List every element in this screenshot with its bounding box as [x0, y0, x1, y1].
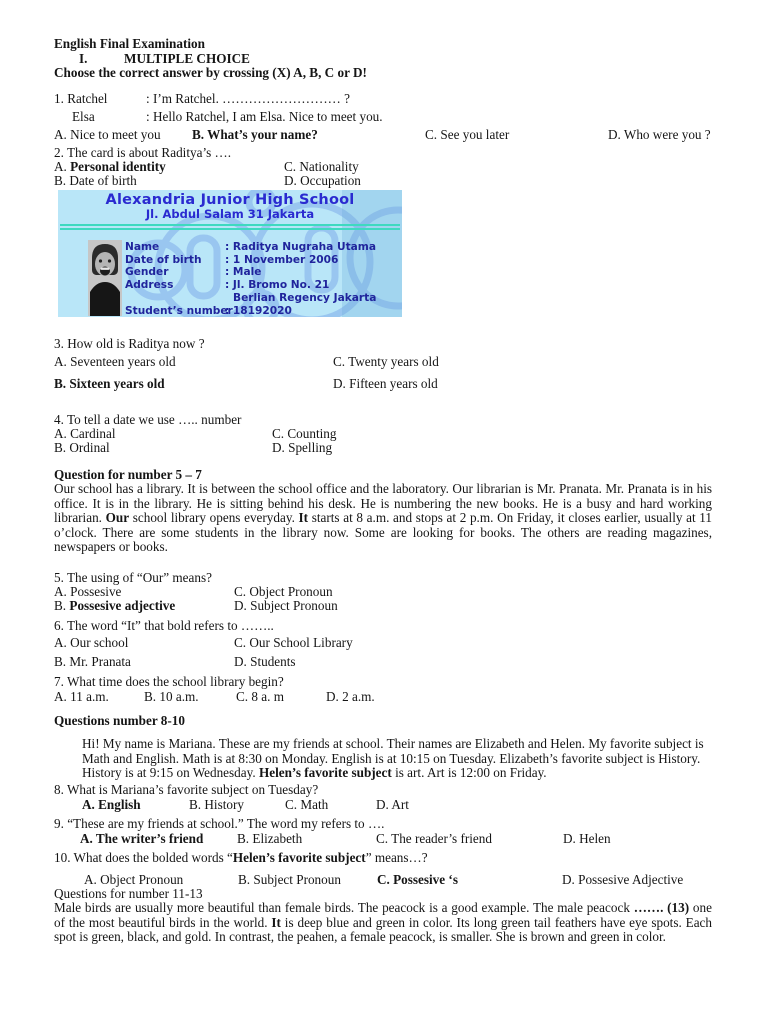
passage-5-7-text: Our school has a library. It is between the school office and the laboratory. Our librarian is Mr. Pranata. Mr. Pranata is in his office. It is in the library. He is sitting behind his desk. He is numbering the new books. He is a busy and hard working librarian. Our school library opens everyday. It starts at 8 a.m. and stops at 2 p.m. On Friday, it closes earlier, usually at 11 o’clock. There are some students in the library now. Some are looking for books. The others are reading magazines, newspapers or books. [54, 481, 713, 555]
field-label: Gender [125, 266, 169, 279]
question-9 [54, 817, 712, 846]
passage-8-10-heading: Questions number 8-10 [54, 712, 185, 728]
option-d: D. Students [234, 653, 296, 669]
option-a: A. Possesive [54, 583, 122, 599]
question-7 [54, 675, 712, 704]
option-d: D. Possesive Adjective [562, 871, 684, 887]
student-photo [88, 240, 122, 316]
question-text: 3. How old is Raditya now ? [54, 336, 205, 351]
dialog-speaker: 1. Ratchel [54, 91, 108, 106]
card-rule [60, 224, 400, 226]
option-b: B. Elizabeth [237, 830, 303, 846]
option-c: C. Twenty years old [333, 354, 439, 369]
instruction-text: Choose the correct answer by crossing (X) A, B, C or D! [54, 65, 367, 80]
option-c: C. Possesive ‘s [377, 871, 458, 887]
card-header [58, 192, 402, 230]
option-d: D. Occupation [284, 173, 361, 188]
option-c: C. Nationality [284, 159, 359, 174]
option-d: D. Who were you ? [608, 127, 711, 142]
field-value: Berlian Regency Jakarta [233, 291, 377, 304]
field-label: Name [125, 241, 160, 253]
question-text: 7. What time does the school library begin? [54, 673, 284, 689]
dialog-row [54, 90, 712, 108]
question-7-options [54, 689, 712, 704]
option-b: B. What’s your name? [192, 127, 318, 142]
section-name: MULTIPLE CHOICE [124, 51, 250, 66]
option-d: D. Fifteen years old [333, 376, 438, 391]
option-d: D. Subject Pronoun [234, 597, 338, 613]
question-1 [54, 90, 712, 144]
section-heading [54, 51, 712, 66]
option-a: A. Nice to meet you [54, 127, 161, 142]
question-5-options [54, 585, 712, 613]
option-c: C. Counting [272, 426, 337, 441]
option-b: B. History [189, 796, 244, 812]
card-field-row [125, 254, 376, 267]
option-b: B. Ordinal [54, 440, 110, 456]
option-b: B. 10 a.m. [144, 688, 199, 704]
school-address: Jl. Abdul Salam 31 Jakarta [145, 207, 315, 221]
passage-11-13-heading: Questions for number 11-13 [54, 885, 203, 901]
page-title: English Final Examination [54, 36, 205, 51]
option-c: C. 8 a. m [236, 688, 284, 704]
passage-11-13-text: Male birds are usually more beautiful than female birds. The peacock is a good example. The male peacock ……. (13) one of the most beautiful birds in the world. It is deep blue and green in color. Its long green tail feathers have eye spots. Each spot is green, black, and gold. In contrast, the peahen, a female peacock, is smaller. She is brown and green in color. [54, 900, 712, 945]
option-a: A. English [82, 796, 141, 812]
card-body [88, 240, 376, 317]
field-label: Student’s number [125, 304, 233, 317]
card-field-row [125, 279, 376, 292]
field-value: : Raditya Nugraha Utama [225, 241, 376, 253]
option-c: C. The reader’s friend [376, 830, 492, 846]
dialog-row [54, 108, 712, 126]
option-a: A. Our school [54, 634, 129, 650]
option-a: A. Seventeen years old [54, 354, 176, 369]
option-b: B. Sixteen years old [54, 376, 165, 391]
question-text: 2. The card is about Raditya’s …. [54, 145, 232, 160]
card-fields [125, 241, 376, 317]
card-field-row [125, 292, 376, 305]
card-rule [60, 228, 400, 230]
option-d: D. Helen [563, 830, 611, 846]
field-value: : Jl. Bromo No. 21 [225, 279, 330, 292]
question-6 [54, 619, 712, 671]
field-value: : 1 November 2006 [225, 253, 339, 266]
dialog-speaker: Elsa [72, 109, 95, 124]
question-6-options [54, 633, 712, 671]
option-b: B. Possesive adjective [54, 597, 176, 613]
option-c: C. See you later [425, 127, 510, 142]
question-text: 6. The word “It” that bold refers to …….. [54, 617, 274, 633]
card-field-row [125, 305, 376, 317]
option-a: A. Personal identity [54, 159, 166, 174]
question-10 [54, 851, 712, 887]
student-id-card [58, 190, 402, 317]
field-value: : 18192020 [225, 304, 292, 317]
passage-8-10-text: Hi! My name is Mariana. These are my friends at school. Their names are Elizabeth and Helen. My favorite subject is Math and English. Math is at 8:30 on Monday. English is at 10:15 on Tuesday. Elizabeth’s favorite subject is History. History is at 9:15 on Wednesday. Helen’s favorite subject is art. Art is 12:00 on Friday. [82, 736, 704, 781]
option-a: A. Cardinal [54, 426, 116, 441]
card-field-row [125, 266, 376, 279]
option-a: A. 11 a.m. [54, 688, 109, 704]
question-text: 9. “These are my friends at school.” The word my refers to …. [54, 815, 385, 831]
option-d: D. 2 a.m. [326, 688, 375, 704]
school-name: Alexandria Junior High School [105, 192, 355, 208]
option-c: C. Math [285, 796, 329, 812]
option-c: C. Object Pronoun [234, 583, 333, 599]
question-4 [54, 413, 712, 456]
option-d: D. Spelling [272, 440, 333, 456]
question-2-options [54, 160, 712, 188]
question-8-options [82, 797, 712, 812]
field-label: Address [125, 279, 174, 292]
dialog-text: : Hello Ratchel, I am Elsa. Nice to meet you. [146, 109, 383, 124]
question-2 [54, 146, 712, 188]
passage-5-7-heading: Question for number 5 – 7 [54, 466, 202, 482]
question-4-options [54, 427, 712, 456]
question-10-options [84, 872, 712, 887]
field-value: : Male [225, 266, 262, 279]
question-text: 10. What does the bolded words “Helen’s favorite subject” means…? [54, 849, 428, 865]
field-label: Date of birth [125, 253, 202, 266]
section-numeral: I. [79, 51, 88, 66]
dialog-text: : I’m Ratchel. ……………………… ? [146, 91, 351, 106]
question-3-options [54, 351, 712, 395]
question-3 [54, 337, 712, 395]
question-text: 8. What is Mariana’s favorite subject on Tuesday? [54, 781, 319, 797]
question-9-options [80, 831, 712, 846]
question-text: 5. The using of “Our” means? [54, 569, 212, 585]
card-field-row [125, 241, 376, 254]
option-b: B. Mr. Pranata [54, 653, 131, 669]
field-label [125, 292, 225, 305]
option-a: A. Object Pronoun [84, 871, 184, 887]
option-d: D. Art [376, 796, 409, 812]
question-5 [54, 571, 712, 613]
option-b: B. Subject Pronoun [238, 871, 341, 887]
question-1-options [54, 126, 712, 144]
option-b: B. Date of birth [54, 173, 137, 188]
option-a: A. The writer’s friend [80, 830, 204, 846]
question-8 [54, 783, 712, 812]
question-text: 4. To tell a date we use ….. number [54, 412, 242, 427]
option-c: C. Our School Library [234, 634, 353, 650]
